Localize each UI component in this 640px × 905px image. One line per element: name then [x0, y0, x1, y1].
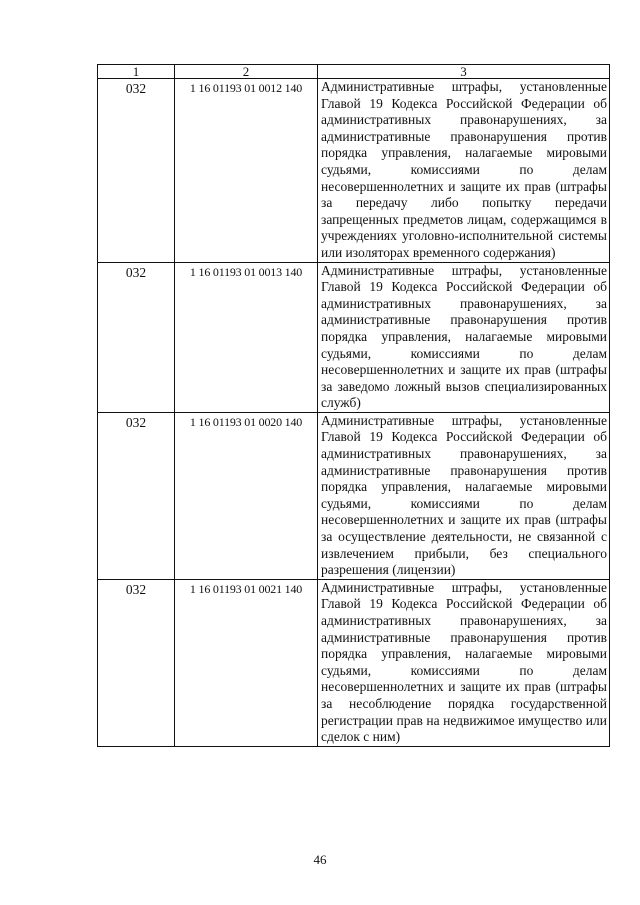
column-header-1: 1 [98, 65, 175, 79]
budget-classification-code-cell: 1 16 01193 01 0021 140 [175, 579, 318, 746]
administrator-code-cell: 032 [98, 412, 175, 579]
table-row [98, 412, 610, 579]
description-cell: Административные штрафы, установленные Главой 19 Кодекса Российской Федерации об административных правонарушениях, за административные правонарушения против порядка управления, налагаемые мировыми судьями, комиссиями по делам несовершеннолетних и защите их прав (штрафы за передачу либо попытку передачи запрещенных предметов лицам, содержащимся в учреждениях уголовно-исполнительной системы или изоляторах временного содержания) [318, 79, 610, 263]
table-header-row [98, 65, 610, 79]
column-header-3: 3 [318, 65, 610, 79]
description-cell: Административные штрафы, установленные Главой 19 Кодекса Российской Федерации об административных правонарушениях, за административные правонарушения против порядка управления, налагаемые мировыми судьями, комиссиями по делам несовершеннолетних и защите их прав (штрафы за заведомо ложный вызов специализированных служб) [318, 262, 610, 412]
budget-codes-table [97, 64, 610, 747]
table-row [98, 262, 610, 412]
budget-classification-code-cell: 1 16 01193 01 0013 140 [175, 262, 318, 412]
table-row [98, 79, 610, 263]
description-cell: Административные штрафы, установленные Главой 19 Кодекса Российской Федерации об административных правонарушениях, за административные правонарушения против порядка управления, налагаемые мировыми судьями, комиссиями по делам несовершеннолетних и защите их прав (штрафы за несоблюдение порядка государственной регистрации прав на недвижимое имущество или сделок с ним) [318, 579, 610, 746]
table-row [98, 579, 610, 746]
column-header-2: 2 [175, 65, 318, 79]
budget-classification-code-cell: 1 16 01193 01 0020 140 [175, 412, 318, 579]
budget-classification-code-cell: 1 16 01193 01 0012 140 [175, 79, 318, 263]
page-number: 46 [313, 852, 327, 867]
administrator-code-cell: 032 [98, 262, 175, 412]
administrator-code-cell: 032 [98, 579, 175, 746]
administrator-code-cell: 032 [98, 79, 175, 263]
description-cell: Административные штрафы, установленные Главой 19 Кодекса Российской Федерации об административных правонарушениях, за административные правонарушения против порядка управления, налагаемые мировыми судьями, комиссиями по делам несовершеннолетних и защите их прав (штрафы за осуществление деятельности, не связанной с извлечением прибыли, без специального разрешения (лицензии) [318, 412, 610, 579]
